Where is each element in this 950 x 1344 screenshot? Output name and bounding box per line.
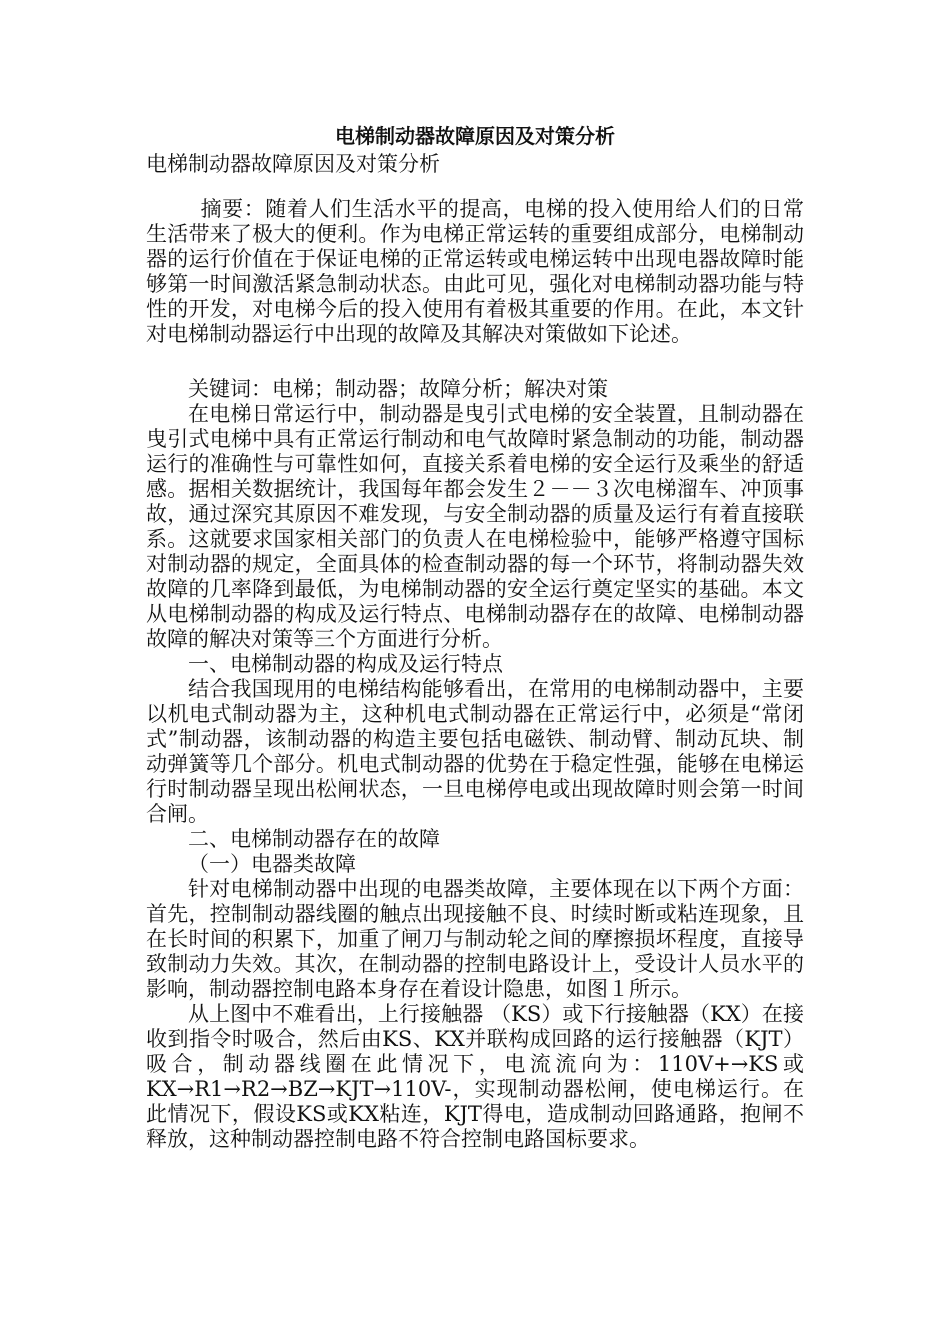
subsection-1-body: 针对电梯制动器中出现的电器类故障，主要体现在以下两个方面：首先，控制制动器线圈的触点出现接触不良、时续时断或粘连现象，且在长时间的积累下，加重了闸刀与制动轮之间的摩擦损坏程度，直接导致制动力失效。其次，在制动器的控制电路设计上，受设计人员水平的影响，制动器控制电路本身存在着设计隐患，如图１所示。: [146, 877, 804, 1001]
abstract-paragraph: 摘要：随着人们生活水平的提高，电梯的投入使用给人们的日常生活带来了极大的便利。作为电梯正常运转的重要组成部分，电梯制动器的运行价值在于保证电梯的正常运转或电梯运转中出现电器故障时能够第一时间激活紧急制动状态。由此可见，强化对电梯制动器功能与特性的开发，对电梯今后的投入使用有着极其重要的作用。在此，本文针对电梯制动器运行中出现的故障及其解决对策做如下论述。: [146, 197, 804, 346]
document-title: 电梯制动器故障原因及对策分析: [335, 124, 615, 148]
keywords-line: 关键词：电梯；制动器；故障分析；解决对策: [188, 377, 608, 401]
section-1-heading: 一、电梯制动器的构成及运行特点: [188, 652, 503, 676]
document-subtitle: 电梯制动器故障原因及对策分析: [146, 152, 440, 176]
subsection-1-heading: （一）电器类故障: [188, 852, 356, 876]
section-2-heading: 二、电梯制动器存在的故障: [188, 827, 440, 851]
figure-explanation-paragraph: 从上图中不难看出，上行接触器 （KS）或下行接触器（KX）在接收到指令时吸合，然后由KS、KX并联构成回路的运行接触器（KJT）吸合，制动器线圈在此情况下，电流流向为：110V+→KS或KX→R1→R2→BZ→KJT→110V-，实现制动器松闸，使电梯运行。在此情况下，假设KS或KX粘连，KJT得电，造成制动回路通路，抱闸不释放，这种制动器控制电路不符合控制电路国标要求。: [146, 1002, 804, 1151]
document-body: [146, 123, 804, 1152]
intro-paragraph: 在电梯日常运行中，制动器是曳引式电梯的安全装置，且制动器在曳引式电梯中具有正常运行制动和电气故障时紧急制动的功能，制动器运行的准确性与可靠性如何，直接关系着电梯的安全运行及乘坐的舒适感。据相关数据统计，我国每年都会发生２－－３次电梯溜车、冲顶事故，通过深究其原因不难发现，与安全制动器的质量及运行有着直接联系。这就要求国家相关部门的负责人在电梯检验中，能够严格遵守国标对制动器的规定，全面具体的检查制动器的每一个环节，将制动器失效故障的几率降到最低，为电梯制动器的安全运行奠定坚实的基础。本文从电梯制动器的构成及运行特点、电梯制动器存在的故障、电梯制动器故障的解决对策等三个方面进行分析。: [146, 402, 804, 651]
section-1-body: 结合我国现用的电梯结构能够看出，在常用的电梯制动器中，主要以机电式制动器为主，这种机电式制动器在正常运行中，必须是“常闭式”制动器，该制动器的构造主要包括电磁铁、制动臂、制动瓦块、制动弹簧等几个部分。机电式制动器的优势在于稳定性强，能够在电梯运行时制动器呈现出松闸状态，一旦电梯停电或出现故障时则会第一时间合闸。: [146, 677, 804, 826]
